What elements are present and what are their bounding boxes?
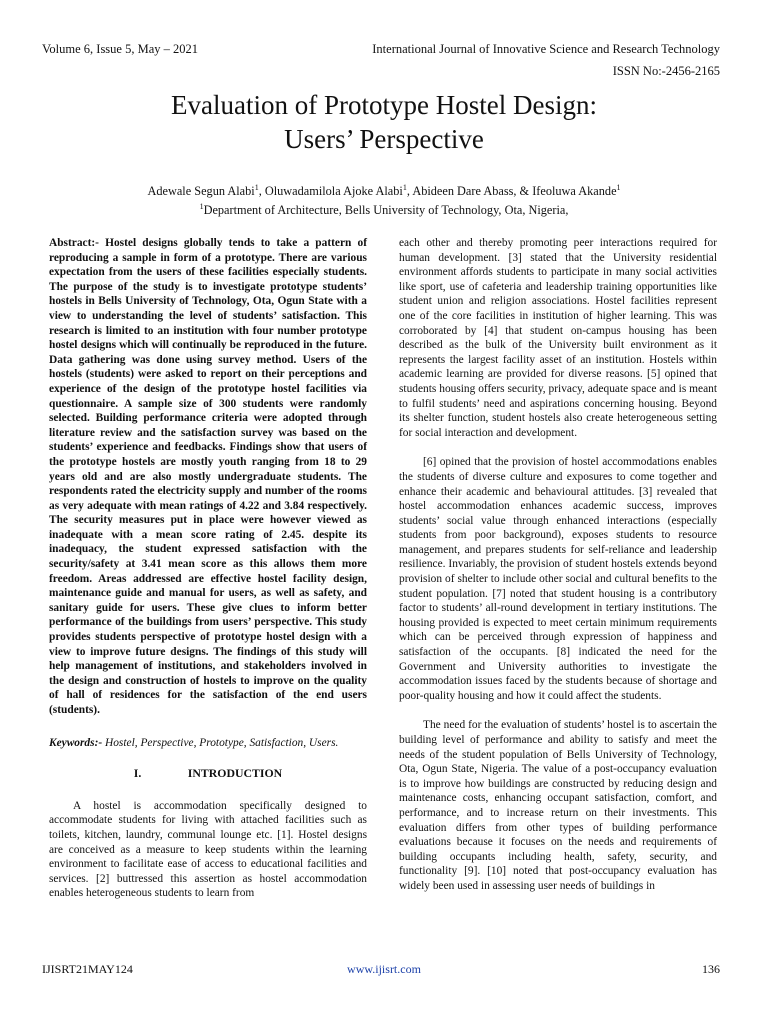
keywords-label: Keywords:- bbox=[49, 736, 103, 749]
author-1: Adewale Segun Alabi bbox=[147, 184, 255, 199]
abstract: Abstract:- Hostel designs globally tends to take a pattern of reproducing a sample in form of a prototype. There are various expectation from the users of these facilities especially students. The purpose of the study is to investigate prototype students’ hostels in Bells University of Technology, Ota, Ogun State with a view to understanding the level of students’ satisfaction. This research is limited to an institution with four number prototype hostel designs which will continually be reproduced in the future. Data gathering was done using survey method. Users of the hostels (students) were asked to report on their perceptions and experience of the design of the prototype hostel facilities via questionnaire. A sample size of 300 students were randomly selected. Building performance criteria were adopted through literature review and the satisfaction survey was based on the students’ experience and feedbacks. Findings show that users of the prototype hostels are mostly youth ranging from 18 to 29 years old and are also mostly undergraduate students. The respondents rated the electricity supply and number of the rooms as very adequate with mean ratings of 4.22 and 3.84 respectively. The security measures put in place were however viewed as inadequate with a mean score rating of 2.45. despite its inadequacy, the student expressed satisfaction with the security/safety at 3.41 mean score as this allows them more freedom. Areas addressed are effective hostel facility design, maintenance guide and manual for users, as well as safety, and sanitary guide for users. These give clues to inform better performance of the buildings from users’ perspective. This study provides students perspective of prototype hostel design with a view to improve future designs. The findings of this study will help management of institutions, and stakeholders involved in the design and construction of hostels to improve on the quality of hall of residences for the satisfaction of the end users (students). bbox=[49, 237, 367, 716]
authors-block bbox=[0, 180, 768, 218]
affiliation bbox=[0, 199, 768, 218]
author-2-affil: 1 bbox=[402, 183, 407, 192]
page-number: 136 bbox=[702, 962, 720, 976]
author-list bbox=[0, 180, 768, 199]
journal-website-link[interactable]: www.ijisrt.com bbox=[347, 962, 421, 976]
author-1-affil: 1 bbox=[254, 183, 259, 192]
title-line-2: Users’ Perspective bbox=[284, 124, 484, 154]
intro-paragraph-1: A hostel is accommodation specifically designed to accommodate students for living with attached facilities such as toilets, kitchen, laundry, communal lounge etc. [1]. Hostel designs are conceived as a measure to keep students within the learning environment to facilitate ease of access to educational facilities and services. [2] buttressed this assertion as hostel accommodation enables heterogeneous students to learn from bbox=[49, 799, 367, 900]
intro-paragraph-3: The need for the evaluation of students’ hostel is to ascertain the building level of performance and ability to satisfy and meet the needs of the student population of Bells University of Technology, Ota, Ogun State, Nigeria. The value of a post-occupancy evaluation is to improve how buildings are constructed by reducing design and maintenance costs, enhancing occupant satisfaction, comfort, and performance, and to increase return on their investments. This evaluation differs from other types of building performance evaluations because it focuses on the needs and requirements of building occupants including health, safety, security, and functionality [9]. [10] noted that post-occupancy evaluation has widely been used in assessing user needs of buildings in bbox=[399, 719, 717, 892]
intro-paragraph-1-cont: each other and thereby promoting peer interactions required for human development. [3] stated that the University residential environment affords students to participate in many social activities like sport, use of cafeteria and leadership training opportunities like student union and religion associations. Hostel facilities represent one of the core facilities in institution of higher learning. This was corroborated by [4] that student on-campus housing has been described as the bulk of the University built environment as it represents the largest facility asset of an institution. Hostels within academic learning are provided for diverse reasons. [5] opined that students housing offers security, privacy, adequate space and is meant to fulfil students’ need and aspirations concerning housing. Beyond its shelter function, student hostels also create heterogeneous setting for social interaction and development. bbox=[399, 237, 717, 439]
issn: ISSN No:-2456-2165 bbox=[612, 64, 720, 78]
keywords bbox=[49, 736, 367, 751]
author-sep-1: , bbox=[258, 184, 265, 199]
intro-paragraph-2: [6] opined that the provision of hostel accommodations enables the students of diverse culture and exposures to come together and enhance their academic and behavioural attitudes. [3] revealed that hostel accommodation enhances academic success, improves students’ social value through enhanced interactions (especially students from poor background), exposes students to resource management, and prepares students for self-reliance and leadership resilience. Invariably, the provision of student hostels extends beyond provision of shelter to include other social and cultural benefits to the student population. [7] noted that student housing is a contributory factor to students’ all-round development in tertiary institutions. The housing provided is expected to meet certain minimum requirements which can be perceived through expression of happiness and satisfaction of the occupants. [8] indicated the need for the Government and University authorities to investigate the accommodation issues faced by the students because of shortage and poor-quality housing and how it could affect the students. bbox=[399, 456, 717, 702]
author-4-affil: 1 bbox=[616, 183, 621, 192]
author-sep-2: , Abideen Dare Abass, & bbox=[406, 184, 533, 199]
right-column bbox=[399, 236, 717, 894]
affiliation-mark: 1 bbox=[199, 202, 204, 212]
section-number: I. bbox=[133, 766, 142, 781]
keywords-text: Hostel, Perspective, Prototype, Satisfaction, Users. bbox=[102, 736, 339, 749]
journal-name: International Journal of Innovative Science and Research Technology bbox=[372, 42, 720, 56]
paper-code: IJISRT21MAY124 bbox=[42, 962, 133, 976]
section-heading-introduction bbox=[49, 766, 367, 781]
volume-issue: Volume 6, Issue 5, May – 2021 bbox=[42, 42, 199, 56]
section-title: INTRODUCTION bbox=[187, 766, 283, 781]
paper-title bbox=[0, 88, 768, 156]
affiliation-text: Department of Architecture, Bells University of Technology, Ota, Nigeria, bbox=[203, 203, 569, 218]
left-column bbox=[49, 236, 367, 901]
author-2: Oluwadamilola Ajoke Alabi bbox=[264, 184, 403, 199]
title-line-1: Evaluation of Prototype Hostel Design: bbox=[171, 90, 597, 120]
author-4: Ifeoluwa Akande bbox=[532, 184, 617, 199]
